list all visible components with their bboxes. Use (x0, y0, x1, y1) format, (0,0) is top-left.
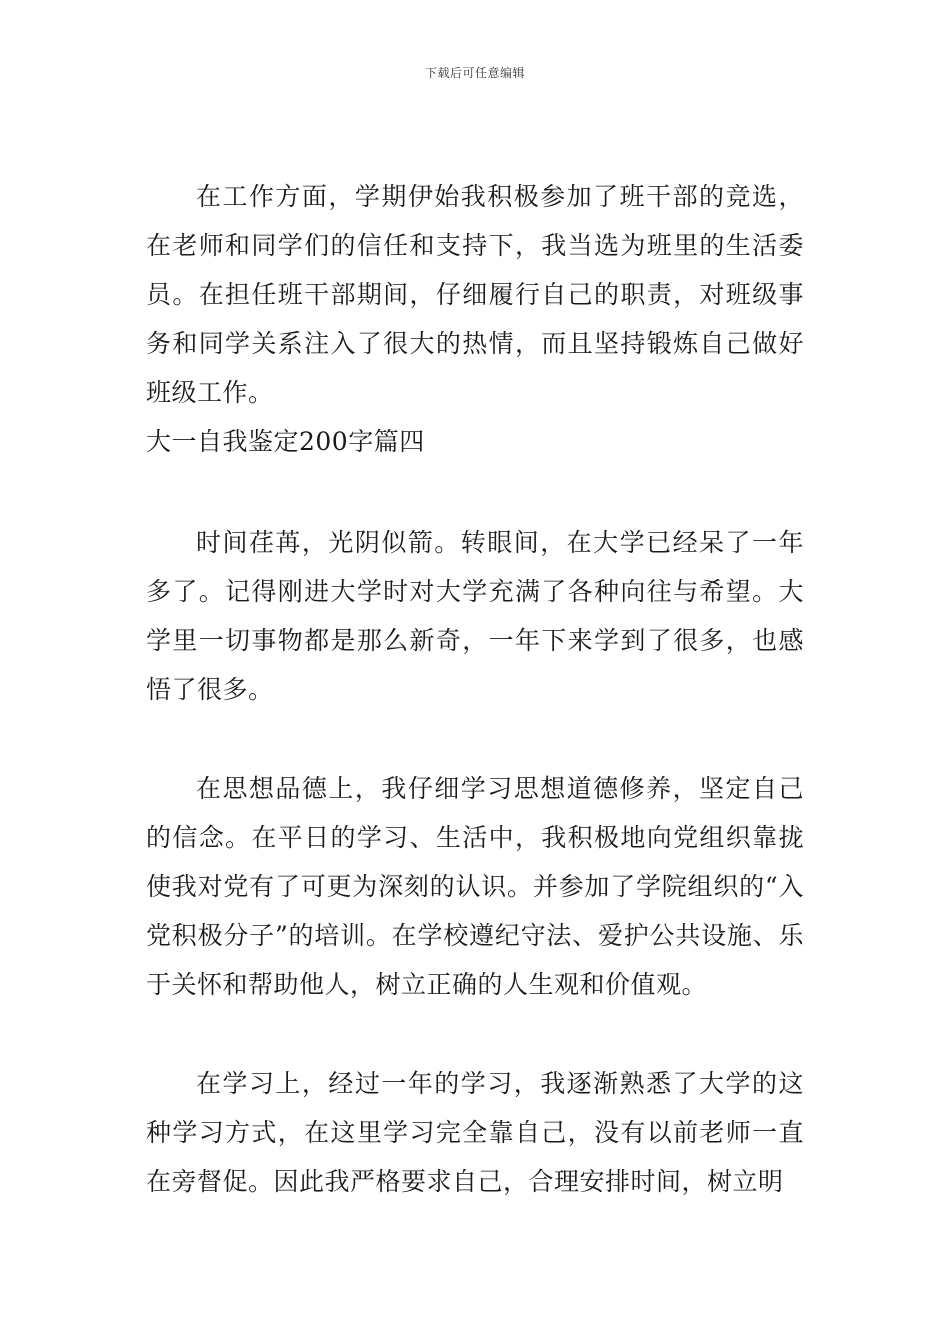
header-note: 下载后可任意编辑 (424, 66, 525, 80)
paragraph-study: 在学习上，经过一年的学习，我逐渐熟悉了大学的这种学习方式，在这里学习完全靠自己，没有以前老师一直在旁督促。因此我严格要求自己，合理安排时间，树立明 (146, 1069, 804, 1196)
paragraph-time: 时间荏苒，光阴似箭。转眼间，在大学已经呆了一年多了。记得刚进大学时对大学充满了各种向往与希望。大学里一切事物都是那么新奇，一年下来学到了很多，也感悟了很多。 (146, 528, 804, 704)
section-heading: 大一自我鉴定200字篇四 (146, 427, 425, 456)
paragraph-morality: 在思想品德上，我仔细学习思想道德修养，坚定自己的信念。在平日的学习、生活中，我积极地向党组织靠拢使我对党有了可更为深刻的认识。并参加了学院组织的“入党积极分子”的培训。在学校遵纪守法、爱护公共设施、乐于关怀和帮助他人，树立正确的人生观和价值观。 (146, 774, 804, 999)
spacer (146, 466, 804, 518)
spacer (146, 714, 804, 764)
document-body (146, 172, 804, 1206)
spacer (146, 1009, 804, 1059)
paragraph-work: 在工作方面，学期伊始我积极参加了班干部的竞选，在老师和同学们的信任和支持下，我当选为班里的生活委员。在担任班干部期间，仔细履行自己的职责，对班级事务和同学关系注入了很大的热情，而且坚持锻炼自己做好班级工作。 (146, 182, 804, 407)
